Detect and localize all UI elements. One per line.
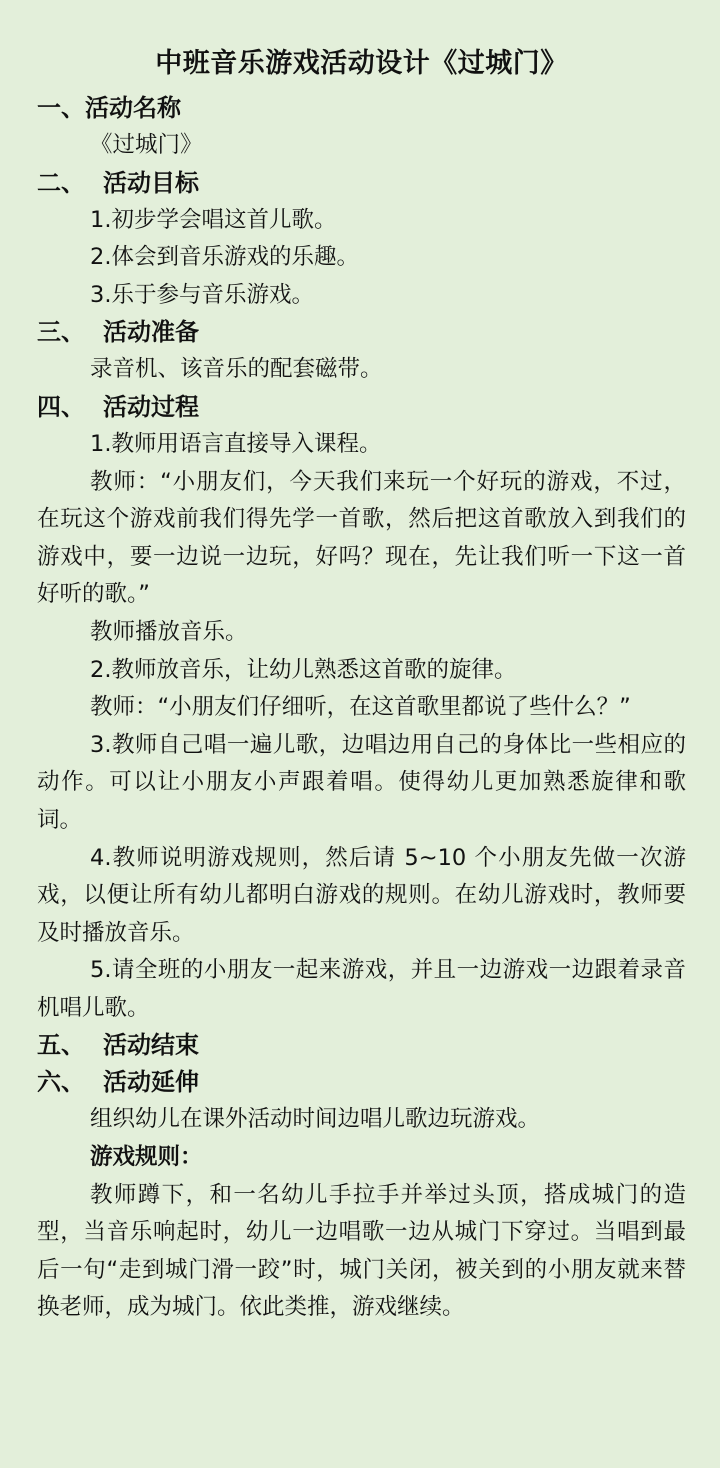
process-paragraph: 教师播放音乐。 <box>90 618 248 645</box>
section-label: 活动准备 <box>103 318 199 347</box>
section-label: 活动名称 <box>85 94 181 122</box>
section-heading-preparation <box>37 314 686 351</box>
process-paragraph: 3.教师自己唱一遍儿歌，边唱边用自己的身体比一些相应的动作。可以让小朋友小声跟着唱。使得幼儿更加熟悉旋律和歌词。 <box>37 731 686 833</box>
process-paragraph: 教师：“小朋友们仔细听，在这首歌里都说了些什么？” <box>90 694 631 721</box>
document-title: 中班音乐游戏活动设计《过城门》 <box>155 48 568 79</box>
process-paragraph: 5.请全班的小朋友一起来游戏，并且一边游戏一边跟着录音机唱儿歌。 <box>37 957 686 1021</box>
activity-name-text: 《过城门》 <box>90 132 203 158</box>
section-heading-name <box>37 90 686 127</box>
section-heading-end <box>37 1027 686 1064</box>
process-paragraph: 教师：“小朋友们，今天我们来玩一个好玩的游戏，不过，在玩这个游戏前我们得先学一首歌，然后把这首歌放入到我们的游戏中，要一边说一边玩，好吗？现在，先让我们听一下这一首好听的歌。” <box>37 468 686 608</box>
process-paragraph: 1.教师用语言直接导入课程。 <box>90 430 382 457</box>
section-heading-process <box>37 389 686 426</box>
goal-item: 2.体会到音乐游戏的乐趣。 <box>90 244 359 271</box>
rules-text: 教师蹲下，和一名幼儿手拉手并举过头顶，搭成城门的造型，当音乐响起时，幼儿一边唱歌一边从城门下穿过。当唱到最后一句“走到城门滑一跤”时，城门关闭，被关到的小朋友就来替换老师，成为城门。依此类推，游戏继续。 <box>37 1181 686 1321</box>
rules-label: 游戏规则： <box>90 1144 203 1171</box>
section-label: 活动结束 <box>103 1031 199 1060</box>
goal-item: 3.乐于参与音乐游戏。 <box>90 281 314 308</box>
section-number: 三、 <box>37 318 85 347</box>
section-number: 四、 <box>37 392 85 421</box>
section-heading-extension <box>37 1064 686 1101</box>
section-heading-goals <box>37 165 686 202</box>
goal-item: 1.初步学会唱这首儿歌。 <box>90 206 337 233</box>
section-number: 六、 <box>37 1068 85 1097</box>
preparation-text: 录音机、该音乐的配套磁带。 <box>90 356 383 383</box>
process-paragraph: 4.教师说明游戏规则，然后请 5~10 个小朋友先做一次游戏，以便让所有幼儿都明白游戏的规则。在幼儿游戏时，教师要及时播放音乐。 <box>37 844 686 946</box>
section-label: 活动过程 <box>103 392 199 421</box>
process-paragraph: 2.教师放音乐，让幼儿熟悉这首歌的旋律。 <box>90 656 517 683</box>
section-number: 五、 <box>37 1031 85 1060</box>
section-label: 活动目标 <box>103 168 199 197</box>
section-number: 二、 <box>37 168 85 197</box>
section-number: 一、 <box>37 94 85 122</box>
section-label: 活动延伸 <box>103 1068 199 1097</box>
extension-text: 组织幼儿在课外活动时间边唱儿歌边玩游戏。 <box>90 1106 541 1133</box>
